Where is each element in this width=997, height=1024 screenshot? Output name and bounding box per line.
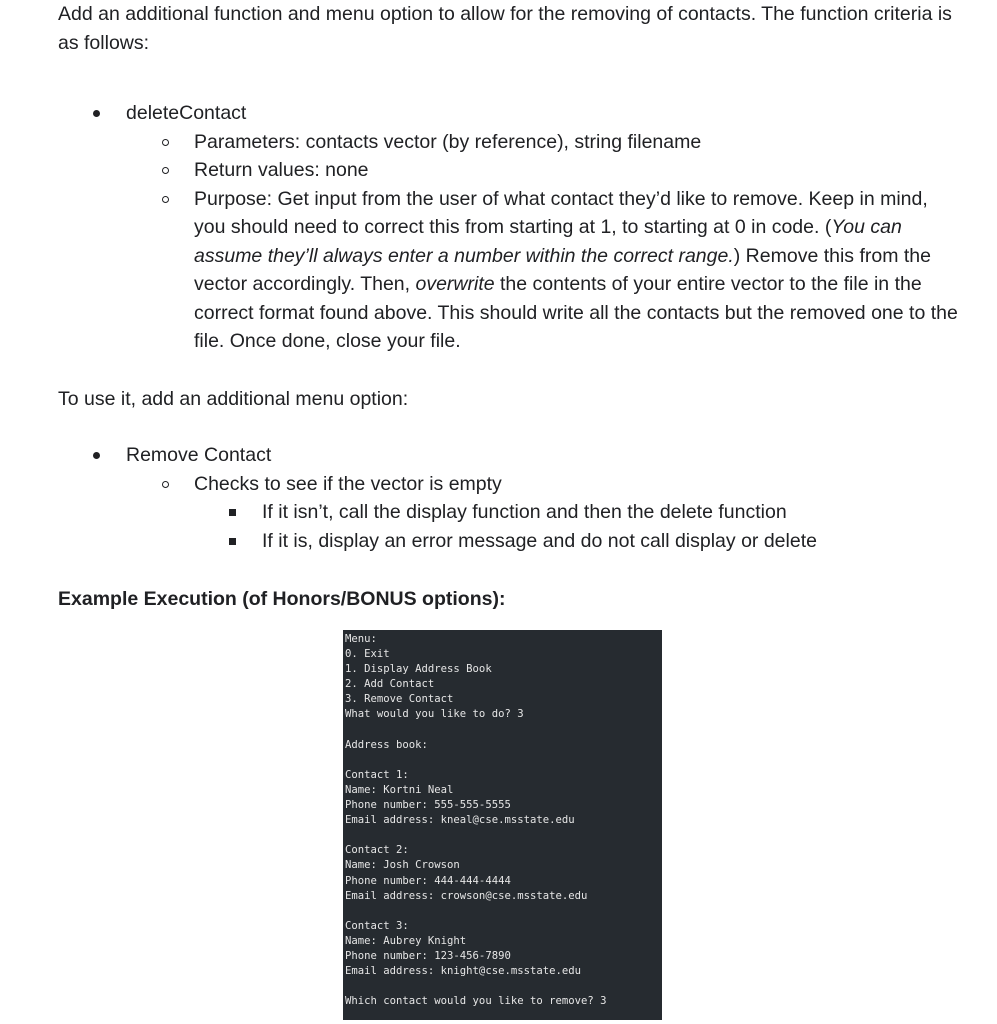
terminal-line [345,723,662,738]
terminal-line [345,904,662,919]
terminal-line: 1. Display Address Book [345,663,492,676]
remove-contact-conditions [194,498,958,555]
terminal-line: Email address: kneal@cse.msstate.edu [345,814,575,827]
terminal-line [345,753,662,768]
terminal-line: 3. Remove Contact [345,693,454,706]
remove-contact-check: Checks to see if the vector is empty If it isn’t, call the display function and then the delete function If it is, display an error message and do not call display or delete [126,470,958,556]
terminal-line: Name: Aubrey Knight [345,934,467,947]
condition-not-empty: If it isn’t, call the display function and then the delete function [194,498,958,527]
terminal-line: Contact 1: [345,768,409,781]
terminal-line: Contact 2: [345,844,409,857]
delete-contact-list [58,99,958,356]
remove-contact-name: Remove Contact [126,444,272,466]
terminal-line: What would you like to do? 3 [345,708,524,721]
terminal-line [345,828,662,843]
terminal-line: Name: Kortni Neal [345,783,454,796]
terminal-screenshot [343,630,662,1020]
terminal-line: Name: Josh Crowson [345,859,460,872]
terminal-line [345,979,662,994]
terminal-line: 0. Exit [345,648,390,661]
example-heading: Example Execution (of Honors/BONUS options): [58,588,506,610]
delete-contact-name: deleteContact [126,102,247,124]
delete-contact-purpose: Purpose: Get input from the user of what contact they’d like to remove. Keep in mind, you should need to correct this from starting at 1, to starting at 0 in code. (You can assume they’ll always enter a number within the correct range.) Remove this from the vector accordingly. Then, overwrite the contents of your entire vector to the file in the correct format found above. This should write all the contacts but the removed one to the file. Once done, close your file. [126,185,958,356]
terminal-line: Email address: knight@cse.msstate.edu [345,965,581,978]
delete-contact-parameters: Parameters: contacts vector (by reference), string filename [126,128,958,157]
terminal-line: Address book: [345,738,428,751]
terminal-line: Which contact would you like to remove? 3 [345,995,607,1008]
intro-paragraph: Add an additional function and menu option to allow for the removing of contacts. The function criteria is as follows: [58,3,952,54]
terminal-line: Menu: [345,633,377,645]
terminal-line: Contact 3: [345,919,409,932]
condition-empty: If it is, display an error message and do not call display or delete [194,527,958,556]
terminal-line: Phone number: 444-444-4444 [345,874,511,887]
delete-contact-return-values: Return values: none [126,156,958,185]
remove-contact-list [58,441,958,555]
remove-contact-item [58,441,958,555]
document-body [58,0,958,614]
terminal-line: 2. Add Contact [345,678,435,691]
terminal-line: Phone number: 555-555-5555 [345,799,511,812]
remove-contact-details [126,470,958,556]
delete-contact-item [58,99,958,356]
menu-option-intro: To use it, add an additional menu option: [58,387,409,410]
terminal-line: Phone number: 123-456-7890 [345,949,511,962]
delete-contact-details [126,128,958,356]
terminal-line: Email address: crowson@cse.msstate.edu [345,889,588,902]
